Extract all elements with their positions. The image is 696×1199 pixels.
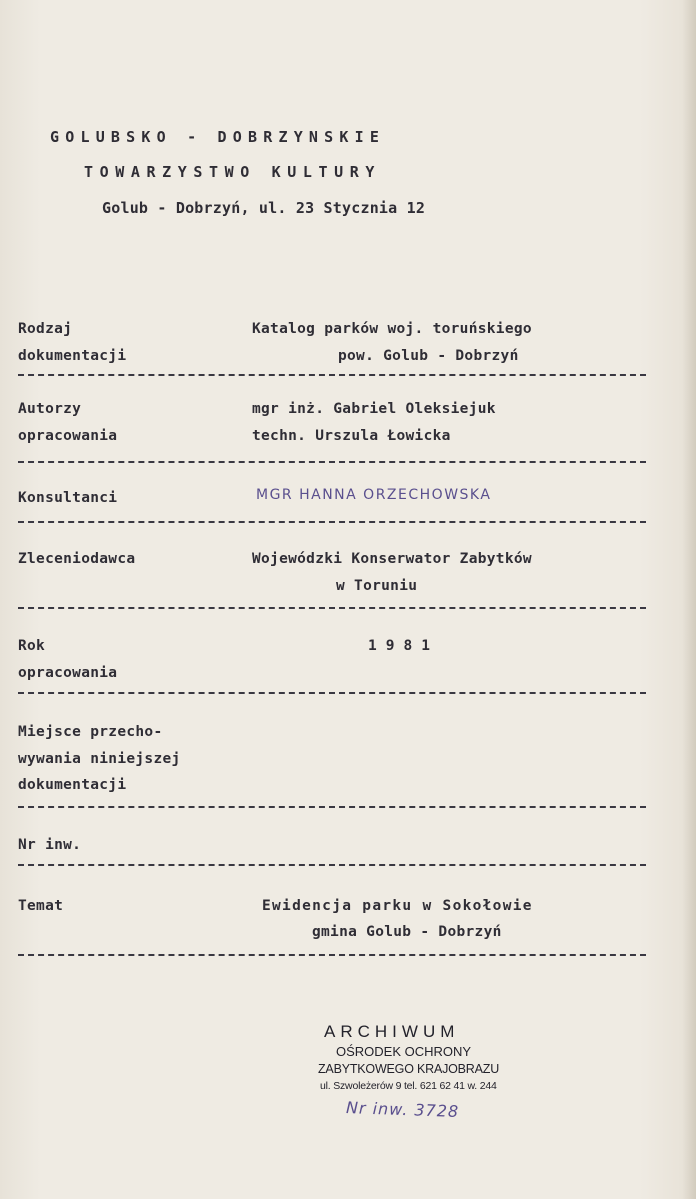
value-konsultanci-handwritten: MGR HANNA ORZECHOWSKA — [256, 487, 492, 503]
label-autorzy-2: opracowania — [18, 428, 118, 444]
value-zleceniodawca-1: Wojewódzki Konserwator Zabytków — [252, 551, 532, 567]
label-miejsce-3: dokumentacji — [18, 777, 127, 793]
label-temat: Temat — [18, 898, 64, 914]
divider — [18, 607, 646, 609]
value-autorzy-1: mgr inż. Gabriel Oleksiejuk — [252, 401, 496, 417]
value-rok: 1981 — [368, 638, 439, 654]
label-zleceniodawca: Zleceniodawca — [18, 551, 136, 567]
divider — [18, 461, 646, 463]
label-miejsce-2: wywania niniejszej — [18, 751, 181, 767]
stamp-line3: ul. Szwoleżerów 9 tel. 621 62 41 w. 244 — [320, 1080, 497, 1092]
value-autorzy-2: techn. Urszula Łowicka — [252, 428, 451, 444]
label-rok-2: opracowania — [18, 665, 118, 681]
header-address: Golub - Dobrzyń, ul. 23 Stycznia 12 — [102, 199, 426, 217]
label-rok-1: Rok — [18, 638, 46, 654]
divider — [18, 864, 646, 866]
stamp-title: ARCHIWUM — [324, 1022, 460, 1041]
header-organization-line1: GOLUBSKO - DOBRZYNSKIE — [50, 128, 386, 146]
label-rodzaj-2: dokumentacji — [18, 348, 127, 364]
label-nr-inw: Nr inw. — [18, 837, 82, 853]
stamp-line1: OŚRODEK OCHRONY — [336, 1044, 472, 1059]
value-temat-1: Ewidencja parku w Sokołowie — [262, 898, 533, 914]
value-temat-2: gmina Golub - Dobrzyń — [312, 924, 502, 940]
divider — [18, 954, 646, 956]
label-konsultanci: Konsultanci — [18, 490, 118, 506]
value-rodzaj-2: pow. Golub - Dobrzyń — [338, 348, 519, 364]
divider — [18, 692, 646, 694]
divider — [18, 521, 646, 523]
stamp-line2: ZABYTKOWEGO KRAJOBRAZU — [318, 1062, 500, 1076]
label-miejsce-1: Miejsce przecho- — [18, 724, 163, 740]
handwritten-inventory-number: Nr inw. 3728 — [345, 1098, 460, 1121]
label-autorzy-1: Autorzy — [18, 401, 82, 417]
label-rodzaj-1: Rodzaj — [18, 321, 73, 337]
divider — [18, 374, 646, 376]
value-rodzaj-1: Katalog parków woj. toruńskiego — [252, 321, 532, 337]
header-organization-line2: TOWARZYSTWO KULTURY — [84, 163, 381, 181]
divider — [18, 806, 646, 808]
page-edge-shadow — [682, 0, 696, 1199]
value-zleceniodawca-2: w Toruniu — [336, 578, 418, 594]
